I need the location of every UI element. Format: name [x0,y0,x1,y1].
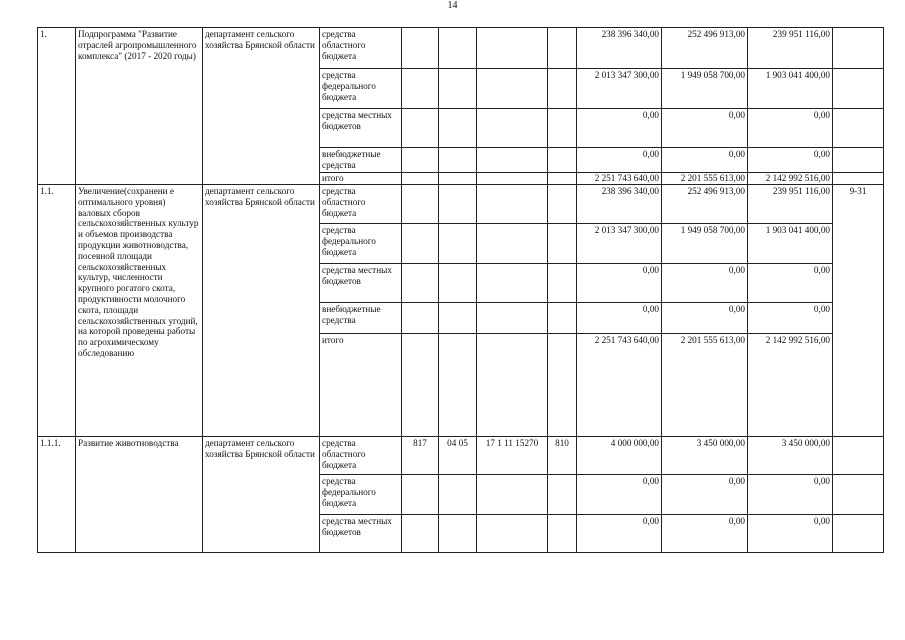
value-2019: 0,00 [662,264,748,303]
value-2018: 0,00 [577,264,662,303]
value-2019: 0,00 [662,303,748,334]
value-2018: 4 000 000,00 [577,437,662,475]
table-row [38,437,884,475]
value-2020: 0,00 [748,109,833,148]
value-2019: 252 496 913,00 [662,185,748,224]
funding-source: средства местных бюджетов [320,264,402,303]
funding-source: итого [320,334,402,437]
value-2020: 239 951 116,00 [748,185,833,224]
program-name: Подпрограмма "Развитие отраслей агропромышленного комплекса" (2017 - 2020 годы) [76,28,203,185]
activity-name: Увеличение(сохранени е оптимального уровня) валовых сборов сельскохозяйственных культур и объемов производства продукции животноводства, посевной площади сельскохозяйственных культур, численности крупного рогатого скота, продуктивности молочного скота, площади сельскохозяйственных угодий, на которой проведены работы по агрохимическому обследованию [76,185,203,437]
section-code: 04 05 [439,437,477,475]
funding-source: средства федерального бюджета [320,475,402,515]
value-2018: 0,00 [577,109,662,148]
value-2018: 238 396 340,00 [577,185,662,224]
value-2020: 2 142 992 516,00 [748,173,833,185]
row-number: 1. [38,28,76,185]
table-row [38,185,884,224]
row-number: 1.1. [38,185,76,437]
target-article-code: 17 1 11 15270 [477,437,548,475]
value-2019: 3 450 000,00 [662,437,748,475]
value-2019: 2 201 555 613,00 [662,173,748,185]
funding-source: итого [320,173,402,185]
value-2020: 0,00 [748,148,833,173]
value-2020: 3 450 000,00 [748,437,833,475]
row-number: 1.1.1. [38,437,76,553]
value-2018: 2 251 743 640,00 [577,173,662,185]
value-2020: 0,00 [748,515,833,553]
value-2018: 238 396 340,00 [577,28,662,69]
activity-name: Развитие животноводства [76,437,203,553]
value-2020: 0,00 [748,475,833,515]
executor: департамент сельского хозяйства Брянской области [203,185,320,437]
value-2019: 0,00 [662,109,748,148]
funding-source: средства областного бюджета [320,28,402,69]
executor: департамент сельского хозяйства Брянской области [203,437,320,553]
funding-source: средства местных бюджетов [320,515,402,553]
table-row [38,28,884,69]
value-2019: 0,00 [662,475,748,515]
value-2018: 0,00 [577,515,662,553]
value-2018: 2 013 347 300,00 [577,224,662,264]
funding-source: средства федерального бюджета [320,224,402,264]
value-2018: 2 251 743 640,00 [577,334,662,437]
value-2018: 0,00 [577,303,662,334]
value-2019: 2 201 555 613,00 [662,334,748,437]
value-2019: 1 949 058 700,00 [662,69,748,109]
value-2020: 2 142 992 516,00 [748,334,833,437]
budget-table [37,27,884,553]
value-2020: 0,00 [748,264,833,303]
value-2020: 0,00 [748,303,833,334]
page-number: 14 [447,0,458,11]
value-2020: 1 903 041 400,00 [748,69,833,109]
grbs-code: 817 [402,437,439,475]
value-2020: 239 951 116,00 [748,28,833,69]
value-2018: 0,00 [577,148,662,173]
funding-source: средства областного бюджета [320,437,402,475]
funding-source: средства областного бюджета [320,185,402,224]
value-2020: 1 903 041 400,00 [748,224,833,264]
indicator-reference: 9-31 [833,185,884,437]
value-2018: 2 013 347 300,00 [577,69,662,109]
value-2018: 0,00 [577,475,662,515]
expense-type-code: 810 [548,437,577,475]
funding-source: внебюджетные средства [320,148,402,173]
value-2019: 0,00 [662,515,748,553]
funding-source: средства федерального бюджета [320,69,402,109]
funding-source: внебюджетные средства [320,303,402,334]
executor: департамент сельского хозяйства Брянской области [203,28,320,185]
funding-source: средства местных бюджетов [320,109,402,148]
value-2019: 252 496 913,00 [662,28,748,69]
value-2019: 0,00 [662,148,748,173]
value-2019: 1 949 058 700,00 [662,224,748,264]
